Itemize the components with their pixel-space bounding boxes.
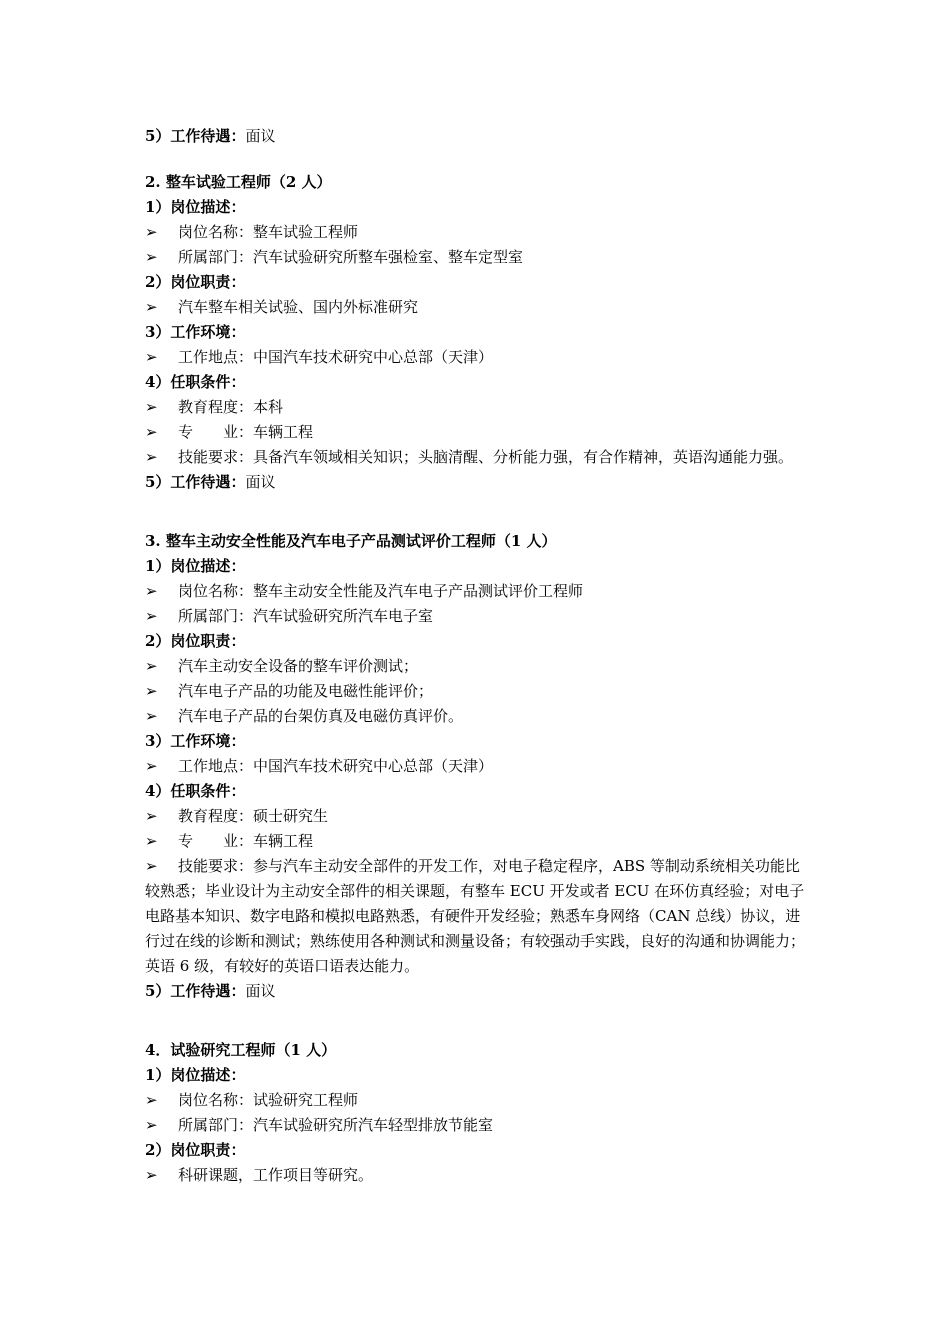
bullet-item: ➢ 专 业：车辆工程: [145, 829, 810, 854]
section-label: 2）岗位职责：: [145, 632, 246, 650]
bullet-item: ➢ 所属部门：汽车试验研究所汽车电子室: [145, 604, 810, 629]
section-label: 2）岗位职责：: [145, 273, 246, 291]
bullet-item: ➢ 汽车电子产品的台架仿真及电磁仿真评价。: [145, 704, 810, 729]
bullet-arrow-icon: ➢: [145, 348, 158, 366]
bullet-arrow-icon: ➢: [145, 832, 158, 850]
section-title: 4．试验研究工程师（1 人）: [145, 1041, 337, 1059]
bullet-arrow-icon: ➢: [145, 757, 158, 775]
bullet-item: ➢ 科研课题，工作项目等研究。: [145, 1163, 810, 1188]
bullet-item: ➢ 所属部门：汽车试验研究所整车强检室、整车定型室: [145, 245, 810, 270]
pay-value: 面议: [245, 127, 276, 145]
bullet-item: ➢ 工作地点：中国汽车技术研究中心总部（天津）: [145, 754, 810, 779]
bullet-item: ➢ 岗位名称：试验研究工程师: [145, 1088, 810, 1113]
section-label: 1）岗位描述：: [145, 198, 246, 216]
section-title: 2. 整车试验工程师（2 人）: [145, 173, 332, 191]
bullet-arrow-icon: ➢: [145, 857, 158, 875]
bullet-item: ➢ 所属部门：汽车试验研究所汽车轻型排放节能室: [145, 1113, 810, 1138]
bullet-item: ➢ 岗位名称：整车主动安全性能及汽车电子产品测试评价工程师: [145, 579, 810, 604]
bullet-item: ➢ 汽车电子产品的功能及电磁性能评价；: [145, 679, 810, 704]
section-label: 3）工作环境：: [145, 323, 246, 341]
bullet-arrow-icon: ➢: [145, 298, 158, 316]
bullet-arrow-icon: ➢: [145, 657, 158, 675]
bullet-item: ➢ 工作地点：中国汽车技术研究中心总部（天津）: [145, 345, 810, 370]
document-body: [145, 124, 810, 1188]
bullet-arrow-icon: ➢: [145, 607, 158, 625]
bullet-item-skill: ➢ 技能要求：参与汽车主动安全部件的开发工作，对电子稳定程序，ABS 等制动系统相关功能比较熟悉；毕业设计为主动安全部件的相关课题，有整车 ECU 开发或者 ECU 在环仿真经验；对电子电路基本知识、数字电路和模拟电路熟悉，有硬件开发经验；熟悉车身网络（CAN 总线）协议，进行过在线的诊断和测试；熟练使用各种测试和测量设备；有较强动手实践，良好的沟通和协调能力；英语 6 级，有较好的英语口语表达能力。: [145, 854, 810, 979]
pay-label: 5）工作待遇：: [145, 982, 246, 1000]
bullet-arrow-icon: ➢: [145, 223, 158, 241]
bullet-arrow-icon: ➢: [145, 1116, 158, 1134]
section-label: 2）岗位职责：: [145, 1141, 246, 1159]
bullet-arrow-icon: ➢: [145, 248, 158, 266]
bullet-item: ➢ 专 业：车辆工程: [145, 420, 810, 445]
bullet-item-skill: ➢ 技能要求：具备汽车领域相关知识；头脑清醒、分析能力强，有合作精神，英语沟通能力强。: [145, 445, 810, 470]
pay-value: 面议: [245, 473, 276, 491]
bullet-item: ➢ 教育程度：本科: [145, 395, 810, 420]
bullet-item: ➢ 汽车主动安全设备的整车评价测试；: [145, 654, 810, 679]
section-label: 4）任职条件：: [145, 373, 246, 391]
bullet-item: ➢ 教育程度：硕士研究生: [145, 804, 810, 829]
bullet-arrow-icon: ➢: [145, 398, 158, 416]
section-label: 1）岗位描述：: [145, 1066, 246, 1084]
pay-value: 面议: [245, 982, 276, 1000]
bullet-item: ➢ 岗位名称：整车试验工程师: [145, 220, 810, 245]
pay-label: 5）工作待遇：: [145, 127, 246, 145]
pay-line-top: [145, 124, 810, 149]
bullet-arrow-icon: ➢: [145, 582, 158, 600]
bullet-arrow-icon: ➢: [145, 682, 158, 700]
bullet-arrow-icon: ➢: [145, 448, 158, 466]
section-label: 1）岗位描述：: [145, 557, 246, 575]
bullet-arrow-icon: ➢: [145, 1091, 158, 1109]
section-label: 4）任职条件：: [145, 782, 246, 800]
bullet-arrow-icon: ➢: [145, 707, 158, 725]
section-label: 3）工作环境：: [145, 732, 246, 750]
bullet-arrow-icon: ➢: [145, 423, 158, 441]
bullet-arrow-icon: ➢: [145, 807, 158, 825]
bullet-item: ➢ 汽车整车相关试验、国内外标准研究: [145, 295, 810, 320]
pay-line: [145, 470, 810, 495]
bullet-arrow-icon: ➢: [145, 1166, 158, 1184]
pay-label: 5）工作待遇：: [145, 473, 246, 491]
pay-line: [145, 979, 810, 1004]
section-title: 3. 整车主动安全性能及汽车电子产品测试评价工程师（1 人）: [145, 532, 557, 550]
